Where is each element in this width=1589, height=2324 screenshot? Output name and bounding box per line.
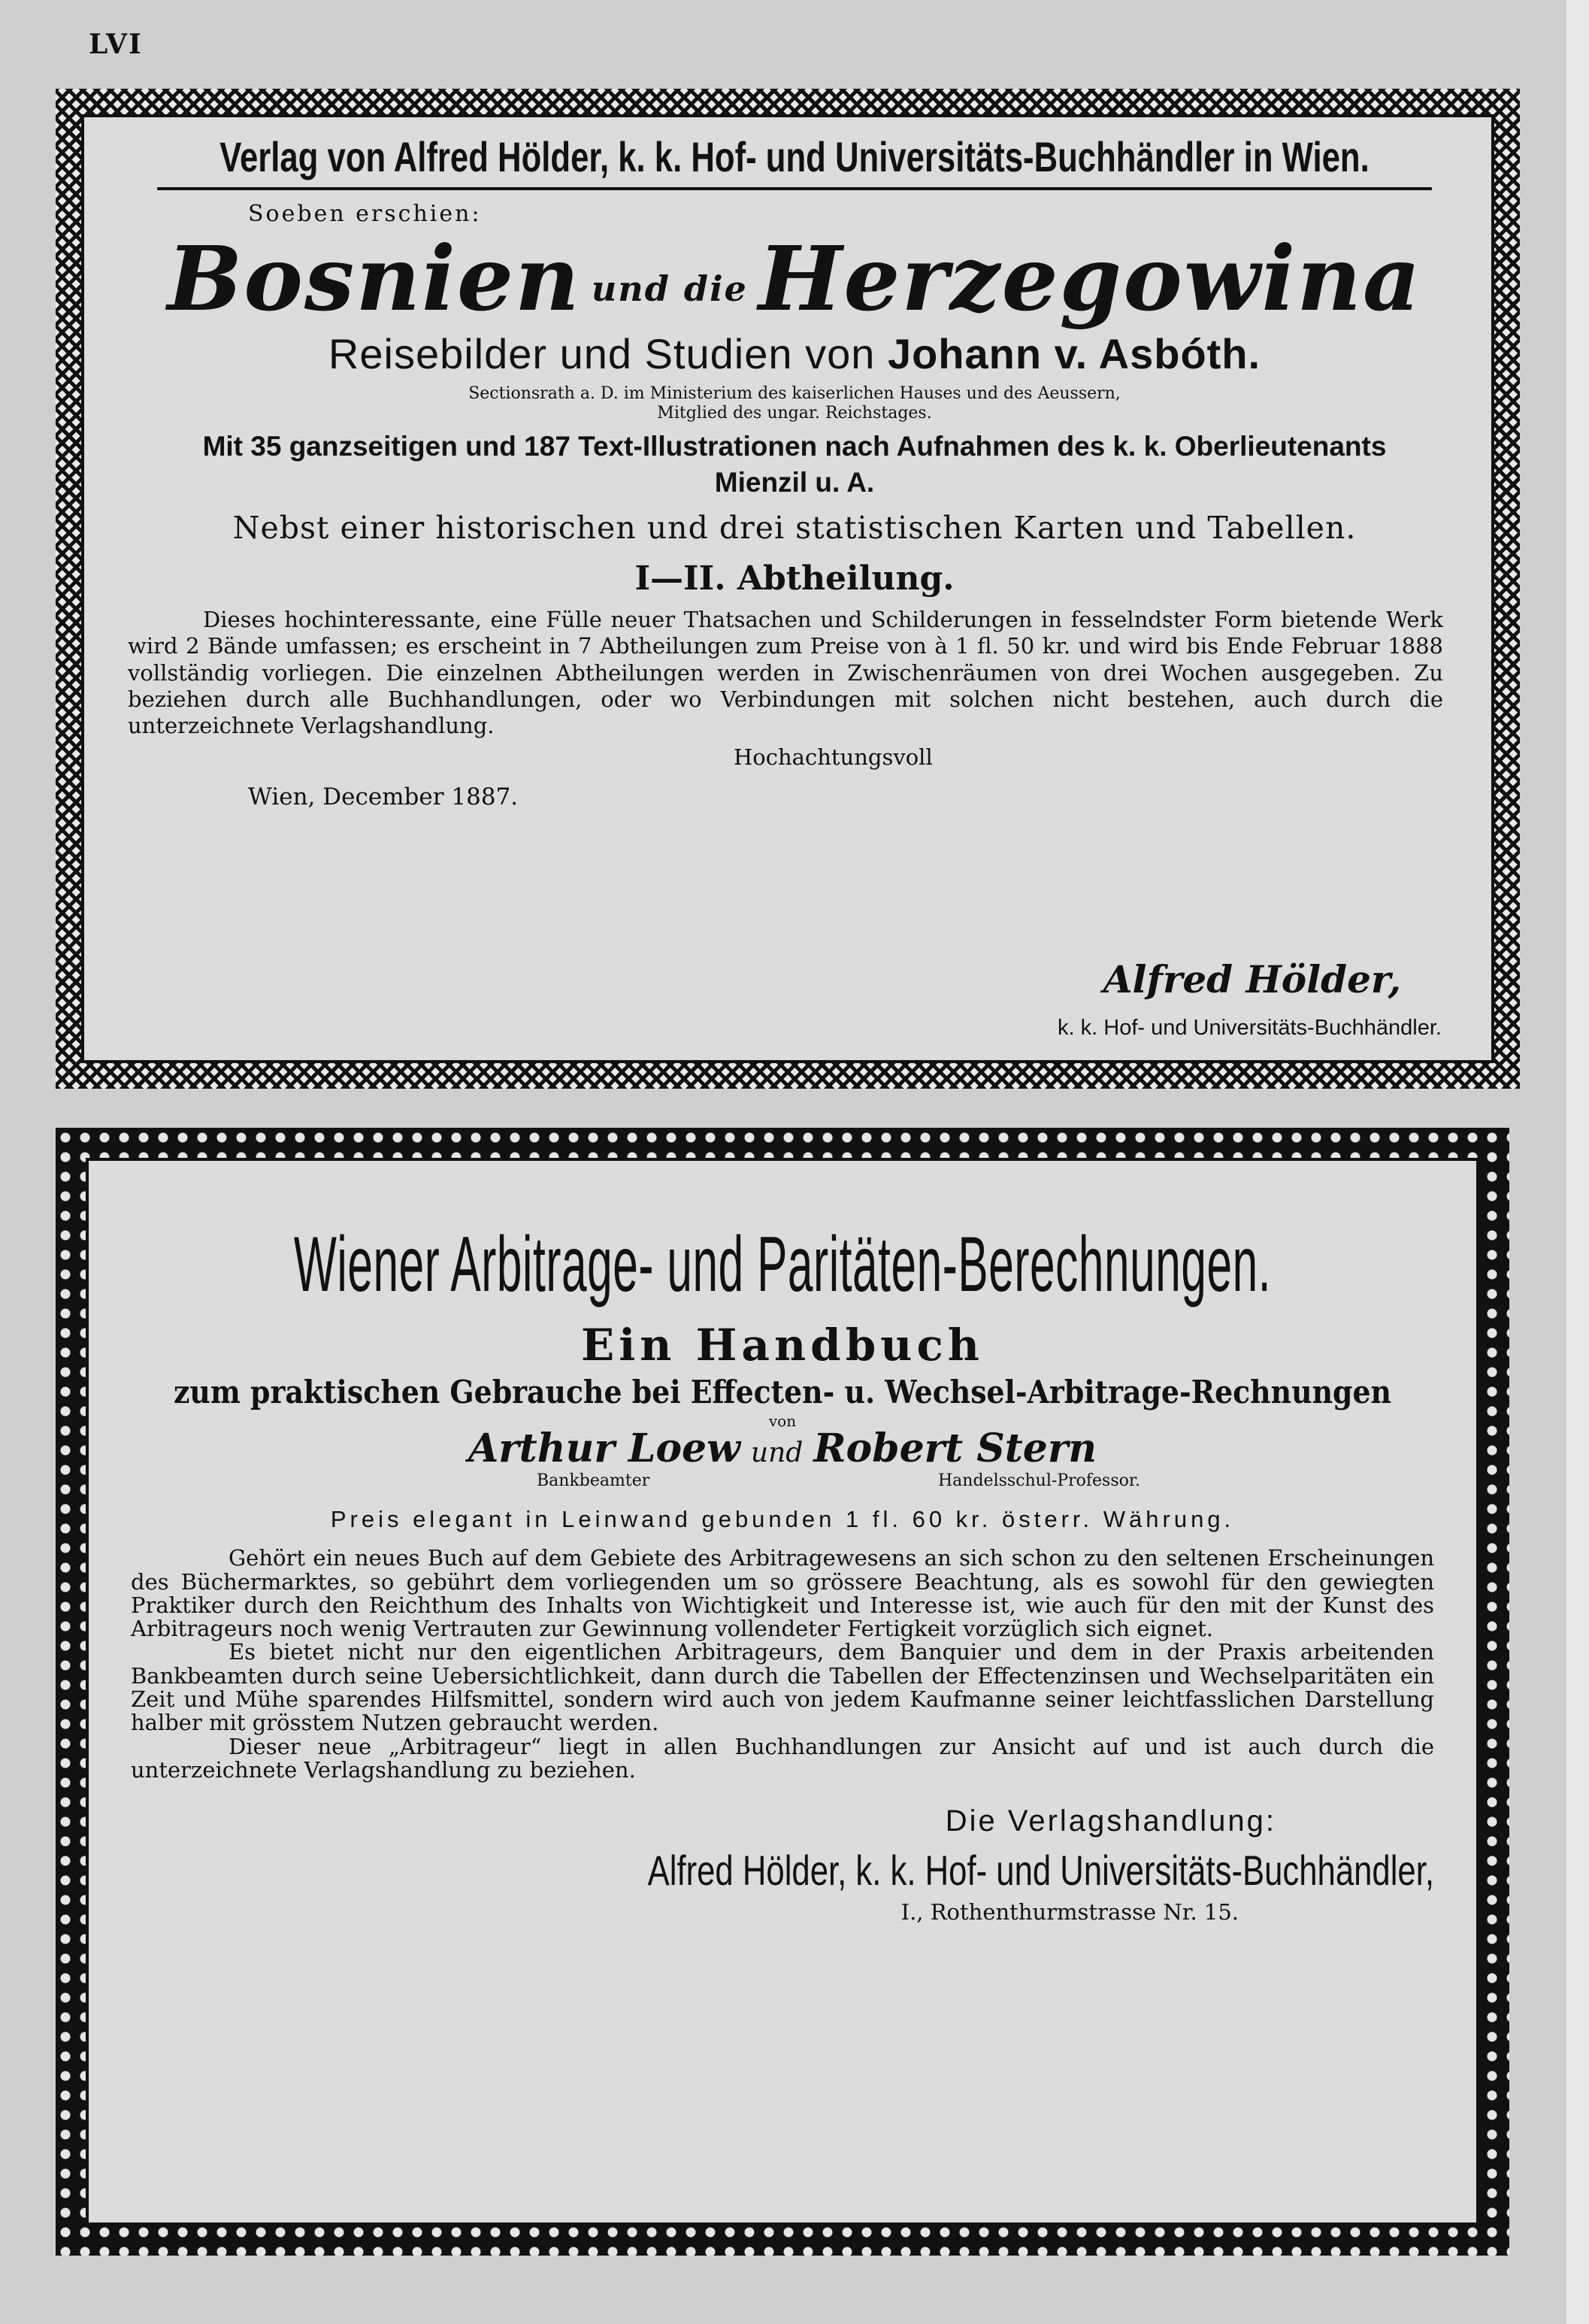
illustrations-note — [128, 429, 1461, 501]
closing-regards: Hochachtungsvoll — [734, 744, 933, 770]
subtitle-prefix: Reisebilder und Studien von — [328, 330, 888, 377]
price-line: Preis elegant in Leinwand gebunden 1 fl. 60 kr. österr. Währung. — [330, 1506, 1235, 1533]
advertisement-arbitrage-panel — [86, 1158, 1479, 2226]
advertisement-bosnien-panel — [81, 114, 1494, 1063]
book-subtitle — [128, 329, 1461, 378]
book-title: Wiener Arbitrage- und Paritäten-Berechnungen. — [293, 1221, 1272, 1308]
publishing-house-label: Die Verlagshandlung: — [945, 1804, 1276, 1838]
author-note-line-1: Sectionsrath a. D. im Ministerium des kaiserlichen Hauses und des Aeussern, — [468, 384, 1121, 403]
author-2: Robert Stern — [813, 1426, 1097, 1472]
author-note — [128, 384, 1461, 424]
book-title — [128, 226, 1461, 331]
illustrations-line-1: Mit 35 ganzseitigen und 187 Text-Illustrationen nach Aufnahmen des k. k. Oberlieutenants — [202, 430, 1387, 462]
by-label: von — [768, 1412, 797, 1431]
book-title-part1: Bosnien — [167, 226, 581, 331]
place-date: Wien, December 1887. — [248, 783, 519, 811]
maps-line: Nebst einer historischen und drei statistischen Karten und Tabellen. — [232, 509, 1357, 546]
publisher-line: Verlag von Alfred Hölder, k. k. Hof- und Universitäts-Buchhändler in Wien. — [157, 132, 1432, 190]
author-1-role: Bankbeamter — [537, 1471, 650, 1491]
advertisement-bosnien — [56, 89, 1520, 1089]
author-note-line-2: Mitglied des ungar. Reichstages. — [657, 404, 932, 423]
and-label: und — [750, 1438, 804, 1469]
author-roles — [131, 1471, 1434, 1495]
page-edge — [1566, 0, 1589, 2324]
part-heading: I—II. Abtheilung. — [634, 559, 955, 598]
advertisement-arbitrage — [56, 1128, 1509, 2256]
just-published-label: Soeben erschien: — [248, 201, 482, 227]
body-paragraph-2: Es bietet nicht nur den eigentlichen Arbitrageurs, dem Banquier und dem in der Praxis arbeitenden Bankbeamten durch seine Uebersichtlichkeit, dann durch die Tabellen der Effectenzinsen und Wechselparitäten ein Zeit und Mühe sparendes Hilfsmittel, sondern wird auch von jedem Kaufmanne seiner leichtfasslichen Darstellung halber mit grösstem Nutzen gebraucht werden. — [131, 1639, 1434, 1736]
body-paragraph-3: Dieser neue „Arbitrageur“ liegt in allen Buchhandlungen zur Ansicht auf und ist auch durch die unterzeichnete Verlagshandlung zu beziehen. — [131, 1733, 1434, 1783]
author-1: Arthur Loew — [468, 1426, 740, 1472]
ad-body-text: Dieses hochinteressante, eine Fülle neuer Thatsachen und Schilderungen in fesselndster Form bietende Werk wird 2 Bände umfassen; es erscheint in 7 Abtheilungen zum Preise von à 1 fl. 50 kr. und wird bis Ende Februar 1888 vollständig vorliegen. Die einzelnen Abtheilungen werden in Zwischenräumen von drei Wochen ausgegeben. Zu beziehen durch alle Buchhandlungen, oder wo Verbindungen mit solchen nicht bestehen, auch durch die unterzeichnete Verlagshandlung. — [128, 606, 1443, 739]
author-2-role: Handelsschul-Professor. — [938, 1471, 1140, 1491]
book-title-part2: Herzegowina — [758, 226, 1422, 331]
publisher-address: I., Rothenthurmstrasse Nr. 15. — [900, 1899, 1239, 1926]
ad-body-text — [131, 1547, 1434, 1782]
publisher-signature: Alfred Hölder, k. k. Hof- und Universitäts-Buchhändler, — [647, 1847, 1434, 1895]
illustrations-line-2: Mienzil u. A. — [714, 466, 875, 498]
page-number: LVI — [89, 29, 143, 60]
book-author: Johann v. Asbóth. — [887, 330, 1261, 377]
body-paragraph-1: Gehört ein neues Buch auf dem Gebiete des Arbitragewesens an sich schon zu den seltenen Erscheinungen des Büchermarktes, so gebührt dem vorliegenden um so grössere Beachtung, als es sowohl für den gewiegten Praktiker durch den Reichthum des Inhalts von Wichtigkeit und Interesse ist, wie auch für den mit der Kunst des Arbitrageurs noch wenig Vertrauten zur Gewinnung vollendeter Fertigkeit vorzüglich sich eignet. — [131, 1545, 1434, 1642]
book-authors — [131, 1426, 1434, 1471]
book-title-connector: und die — [591, 268, 748, 309]
publisher-role: k. k. Hof- und Universitäts-Buchhändler. — [1058, 1016, 1442, 1040]
handbook-label: Ein Handbuch — [581, 1320, 984, 1371]
book-description: zum praktischen Gebrauche bei Effecten- u. Wechsel-Arbitrage-Rechnungen — [173, 1374, 1392, 1411]
publisher-signature: Alfred Hölder, — [1103, 957, 1401, 1001]
